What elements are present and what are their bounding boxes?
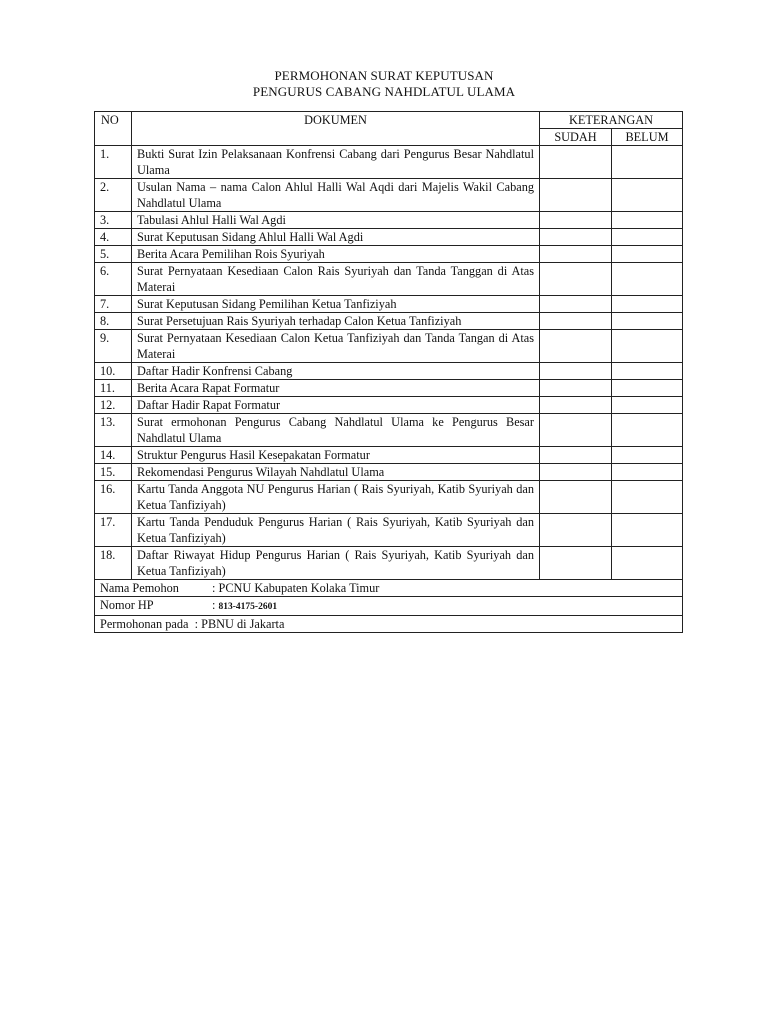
- table-row: [95, 464, 683, 481]
- row-belum-cell[interactable]: [612, 296, 683, 313]
- row-number: 13.: [95, 414, 132, 447]
- header-no: NO: [95, 112, 132, 146]
- table-row: [95, 179, 683, 212]
- row-number: 3.: [95, 212, 132, 229]
- row-belum-cell[interactable]: [612, 380, 683, 397]
- table-body: [95, 146, 683, 580]
- table-row: [95, 146, 683, 179]
- table-row: [95, 229, 683, 246]
- row-number: 4.: [95, 229, 132, 246]
- header-dokumen: DOKUMEN: [132, 112, 540, 146]
- row-dokumen: Struktur Pengurus Hasil Kesepakatan Formatur: [132, 447, 540, 464]
- table-row: [95, 447, 683, 464]
- table-row: [95, 212, 683, 229]
- row-belum-cell[interactable]: [612, 313, 683, 330]
- row-sudah-cell[interactable]: [540, 330, 612, 363]
- row-dokumen: Kartu Tanda Penduduk Pengurus Harian ( Rais Syuriyah, Katib Syuriyah dan Ketua Tanfiziyah): [132, 514, 540, 547]
- row-dokumen: Surat Persetujuan Rais Syuriyah terhadap Calon Ketua Tanfiziyah: [132, 313, 540, 330]
- table-row: [95, 313, 683, 330]
- table-row: [95, 481, 683, 514]
- row-belum-cell[interactable]: [612, 179, 683, 212]
- nomor-hp-colon: :: [212, 598, 216, 612]
- row-sudah-cell[interactable]: [540, 313, 612, 330]
- row-belum-cell[interactable]: [612, 229, 683, 246]
- table-row: [95, 296, 683, 313]
- table-row: [95, 397, 683, 414]
- row-number: 14.: [95, 447, 132, 464]
- row-dokumen: Surat Keputusan Sidang Pemilihan Ketua Tanfiziyah: [132, 296, 540, 313]
- table-row: [95, 547, 683, 580]
- row-sudah-cell[interactable]: [540, 447, 612, 464]
- title-line-1: PERMOHONAN SURAT KEPUTUSAN: [274, 68, 494, 83]
- row-belum-cell[interactable]: [612, 330, 683, 363]
- row-belum-cell[interactable]: [612, 212, 683, 229]
- row-belum-cell[interactable]: [612, 481, 683, 514]
- footer-nama-row: [95, 580, 683, 597]
- row-belum-cell[interactable]: [612, 246, 683, 263]
- row-number: 9.: [95, 330, 132, 363]
- row-belum-cell[interactable]: [612, 146, 683, 179]
- row-sudah-cell[interactable]: [540, 146, 612, 179]
- row-number: 10.: [95, 363, 132, 380]
- nama-pemohon-value: : PCNU Kabupaten Kolaka Timur: [212, 581, 380, 595]
- table-row: [95, 246, 683, 263]
- row-dokumen: Surat Pernyataan Kesediaan Calon Ketua Tanfiziyah dan Tanda Tangan di Atas Materai: [132, 330, 540, 363]
- row-number: 1.: [95, 146, 132, 179]
- permohonan-pada-value: : PBNU di Jakarta: [194, 617, 285, 631]
- permohonan-pada-label: Permohonan pada: [100, 617, 189, 631]
- row-sudah-cell[interactable]: [540, 464, 612, 481]
- row-sudah-cell[interactable]: [540, 414, 612, 447]
- row-number: 7.: [95, 296, 132, 313]
- row-number: 15.: [95, 464, 132, 481]
- row-sudah-cell[interactable]: [540, 246, 612, 263]
- row-sudah-cell[interactable]: [540, 514, 612, 547]
- row-dokumen: Usulan Nama – nama Calon Ahlul Halli Wal Aqdi dari Majelis Wakil Cabang Nahdlatul Ulama: [132, 179, 540, 212]
- row-dokumen: Bukti Surat Izin Pelaksanaan Konfrensi Cabang dari Pengurus Besar Nahdlatul Ulama: [132, 146, 540, 179]
- row-dokumen: Surat Keputusan Sidang Ahlul Halli Wal Agdi: [132, 229, 540, 246]
- row-dokumen: Tabulasi Ahlul Halli Wal Agdi: [132, 212, 540, 229]
- header-keterangan: KETERANGAN: [540, 112, 683, 129]
- footer-permohonan-row: [95, 616, 683, 633]
- row-sudah-cell[interactable]: [540, 481, 612, 514]
- nomor-hp-label: Nomor HP: [100, 598, 154, 612]
- footer-hp-row: [95, 597, 683, 616]
- row-dokumen: Daftar Hadir Konfrensi Cabang: [132, 363, 540, 380]
- row-number: 2.: [95, 179, 132, 212]
- table-row: [95, 414, 683, 447]
- row-dokumen: Rekomendasi Pengurus Wilayah Nahdlatul Ulama: [132, 464, 540, 481]
- row-dokumen: Surat Pernyataan Kesediaan Calon Rais Syuriyah dan Tanda Tanggan di Atas Materai: [132, 263, 540, 296]
- table-row: [95, 363, 683, 380]
- row-belum-cell[interactable]: [612, 464, 683, 481]
- row-belum-cell[interactable]: [612, 414, 683, 447]
- row-number: 18.: [95, 547, 132, 580]
- nomor-hp-value: 813-4175-2601: [218, 602, 278, 612]
- row-sudah-cell[interactable]: [540, 212, 612, 229]
- row-sudah-cell[interactable]: [540, 179, 612, 212]
- row-sudah-cell[interactable]: [540, 380, 612, 397]
- row-dokumen: Berita Acara Rapat Formatur: [132, 380, 540, 397]
- row-sudah-cell[interactable]: [540, 296, 612, 313]
- row-belum-cell[interactable]: [612, 547, 683, 580]
- row-belum-cell[interactable]: [612, 397, 683, 414]
- row-sudah-cell[interactable]: [540, 229, 612, 246]
- row-sudah-cell[interactable]: [540, 263, 612, 296]
- row-dokumen: Kartu Tanda Anggota NU Pengurus Harian ( Rais Syuriyah, Katib Syuriyah dan Ketua Tanfiziyah): [132, 481, 540, 514]
- document-checklist-table: [94, 111, 683, 633]
- row-sudah-cell[interactable]: [540, 363, 612, 380]
- row-dokumen: Daftar Hadir Rapat Formatur: [132, 397, 540, 414]
- table-row: [95, 330, 683, 363]
- row-belum-cell[interactable]: [612, 514, 683, 547]
- row-number: 11.: [95, 380, 132, 397]
- row-number: 17.: [95, 514, 132, 547]
- header-belum: BELUM: [612, 129, 683, 146]
- row-belum-cell[interactable]: [612, 447, 683, 464]
- row-sudah-cell[interactable]: [540, 547, 612, 580]
- title-line-2: PENGURUS CABANG NAHDLATUL ULAMA: [252, 84, 516, 99]
- row-belum-cell[interactable]: [612, 263, 683, 296]
- nama-pemohon-label: Nama Pemohon: [100, 581, 179, 595]
- table-row: [95, 514, 683, 547]
- table-row: [95, 263, 683, 296]
- row-sudah-cell[interactable]: [540, 397, 612, 414]
- row-number: 12.: [95, 397, 132, 414]
- row-number: 6.: [95, 263, 132, 296]
- row-dokumen: Surat ermohonan Pengurus Cabang Nahdlatul Ulama ke Pengurus Besar Nahdlatul Ulama: [132, 414, 540, 447]
- row-dokumen: Daftar Riwayat Hidup Pengurus Harian ( Rais Syuriyah, Katib Syuriyah dan Ketua Tanfiziyah): [132, 547, 540, 580]
- document-title: [0, 68, 768, 100]
- header-sudah: SUDAH: [540, 129, 612, 146]
- table-row: [95, 380, 683, 397]
- row-number: 5.: [95, 246, 132, 263]
- row-belum-cell[interactable]: [612, 363, 683, 380]
- row-number: 8.: [95, 313, 132, 330]
- row-number: 16.: [95, 481, 132, 514]
- row-dokumen: Berita Acara Pemilihan Rois Syuriyah: [132, 246, 540, 263]
